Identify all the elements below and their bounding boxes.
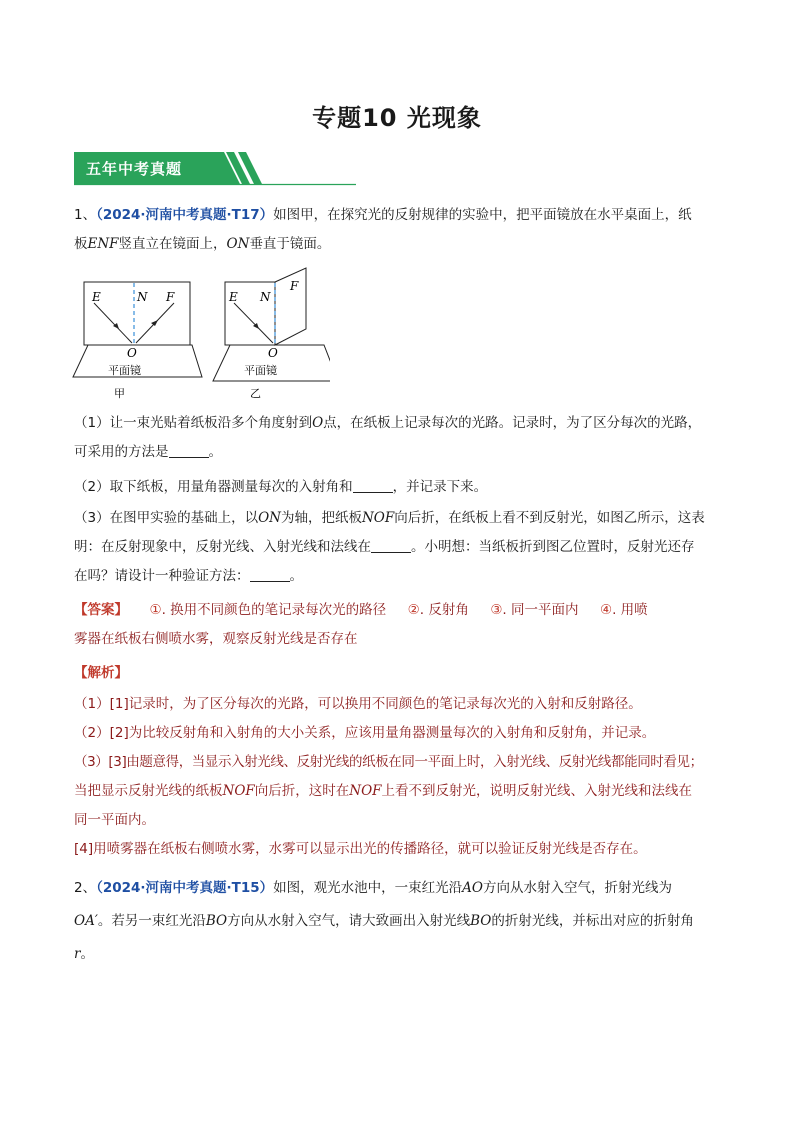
q1-p1-a: （1）让一束光贴着纸板沿多个角度射到 — [74, 415, 313, 431]
q1-stem-b2: 竖直立在镜面上， — [118, 236, 227, 252]
analysis-3b2: 向后折，这时在 — [254, 783, 350, 799]
jia-mirror-label: 平面镜 — [108, 364, 141, 377]
banner-label: 五年中考真题 — [86, 160, 183, 178]
q2-stem-c1: 。若另一束红光沿 — [97, 913, 206, 929]
q2-var-bo-2: BO — [470, 913, 492, 929]
jia-label-o: O — [127, 346, 137, 360]
q1-part-2 — [74, 473, 726, 502]
q1-p3-a: （3）在图甲实验的基础上，以 — [74, 510, 259, 526]
q1-source: （2024·河南中考真题·T17） — [96, 207, 274, 223]
q2-var-bo-1: BO — [205, 913, 228, 929]
answer-2-num: ② — [407, 602, 420, 618]
analysis-3b3: 上看不到反射光，说明反射光线、入射光线和法线在 — [381, 783, 692, 799]
section-banner — [74, 150, 358, 186]
q1-p3-b: 为轴，把纸板 — [280, 510, 362, 526]
q1-p1-b: 点，在纸板上记录每次的光路。记录时，为了区分每次的光路， — [323, 415, 702, 431]
q2-var-r: r — [74, 946, 81, 962]
q1-var-enf: ENF — [87, 236, 119, 252]
q1-blank-1[interactable] — [169, 443, 209, 458]
analysis-3a: （3）[3]由题意得，当显示入射光线、反射光线的纸板在同一平面上时，入射光线、反射光线都能同时看见； — [74, 754, 703, 770]
q1-p2-b: ，并记录下来。 — [392, 479, 488, 495]
q2-stem-c2: 方向从水射入空气，请大致画出入射光线 — [227, 913, 471, 929]
analysis-label: 【解析】 — [74, 665, 128, 681]
yi-label-n: N — [260, 290, 271, 304]
figure-yi — [213, 268, 330, 400]
q1-stem — [74, 201, 726, 259]
jia-incident-ray — [94, 303, 132, 343]
q2-var-ao: AO — [462, 880, 483, 896]
q1-p3-var-on: ON — [258, 510, 281, 526]
yi-label-e: E — [229, 290, 238, 304]
q2-source: （2024·河南中考真题·T15） — [96, 880, 274, 896]
q1-p1-c: 可采用的方法是 — [74, 444, 169, 460]
q1-p3-c: 向后折，在纸板上看不到反射光，如图乙所示，这表 — [394, 510, 705, 526]
figure-jia — [73, 282, 202, 400]
q1-p3-g: 。 — [289, 568, 303, 584]
q2-stem-b: 方向从水射入空气，折射光线为 — [483, 880, 672, 896]
yi-mirror-label: 平面镜 — [244, 364, 277, 377]
q1-stem-b1: 板 — [74, 236, 88, 252]
q2-number: 2、 — [74, 880, 97, 896]
q1-p3-var-nof: NOF — [361, 510, 395, 526]
q1-p3-f: 在吗？请设计一种验证方法： — [74, 568, 250, 584]
jia-label-f: F — [166, 290, 175, 304]
q2-var-oa-prime: OA′ — [74, 913, 98, 929]
page-title: 专题10 光现象 — [312, 104, 482, 132]
analysis-1: （1）[1]记录时，为了区分每次的光路，可以换用不同颜色的笔记录每次光的入射和反射路径。 — [74, 696, 642, 712]
q1-analysis — [74, 690, 734, 864]
yi-caption: 乙 — [250, 387, 261, 400]
analysis-var-nof-2: NOF — [349, 783, 382, 799]
jia-caption: 甲 — [114, 387, 125, 400]
analysis-2: （2）[2]为比较反射角和入射角的大小关系，应该用量角器测量每次的入射角和反射角，并记录。 — [74, 725, 656, 741]
yi-label-o: O — [268, 346, 278, 360]
q1-figure — [70, 265, 330, 405]
q2-stem-c3: 的折射光线，并标出对应的折射角 — [491, 913, 694, 929]
q1-part-1 — [74, 409, 726, 467]
q1-stem-a: 如图甲，在探究光的反射规律的实验中，把平面镜放在水平桌面上，纸 — [273, 207, 692, 223]
q1-blank-3[interactable] — [371, 538, 411, 553]
answer-2-text: . 反射角 — [419, 602, 469, 618]
q2-stem-a: 如图，观光水池中，一束红光沿 — [273, 880, 463, 896]
yi-label-f: F — [290, 279, 299, 293]
q1-blank-4[interactable] — [250, 567, 290, 582]
analysis-3b1: 当把显示反射光线的纸板 — [74, 783, 223, 799]
answer-4-cont: 雾器在纸板右侧喷水雾，观察反射光线是否存在 — [74, 631, 358, 647]
answer-4-text: . 用喷 — [612, 602, 648, 618]
analysis-3c: 同一平面内。 — [74, 812, 155, 828]
answer-4-num: ④ — [599, 602, 613, 618]
q1-p3-d: 明：在反射现象中，反射光线、入射光线和法线在 — [74, 539, 371, 555]
q1-number: 1、 — [74, 207, 97, 223]
q1-var-on: ON — [226, 236, 250, 252]
q2-stem-d: 。 — [80, 946, 94, 962]
answer-label: 【答案】 — [74, 602, 128, 618]
jia-label-n: N — [137, 290, 148, 304]
jia-label-e: E — [92, 290, 101, 304]
answer-3-num: ③ — [490, 602, 503, 618]
q1-p1-d: 。 — [208, 444, 222, 460]
q1-blank-2[interactable] — [353, 478, 393, 493]
jia-reflected-arrow — [151, 320, 158, 326]
q1-stem-b3: 垂直于镜面。 — [249, 236, 331, 252]
answer-3-text: . 同一平面内 — [502, 602, 579, 618]
q1-part-3 — [74, 504, 726, 591]
analysis-4: [4]用喷雾器在纸板右侧喷水雾，水雾可以显示出光的传播路径，就可以验证反射光线是否存在。 — [74, 841, 647, 857]
q2-stem — [74, 872, 726, 971]
answer-1-num: ① — [149, 602, 162, 618]
yi-incident-ray — [234, 303, 273, 343]
q1-p1-var-o: O — [312, 415, 324, 431]
q1-analysis-label-row — [74, 659, 726, 688]
answer-1-text: . 换用不同颜色的笔记录每次光的路径 — [161, 602, 387, 618]
analysis-var-nof-1: NOF — [222, 783, 255, 799]
q1-answer — [74, 596, 726, 654]
q1-p3-e: 。小明想：当纸板折到图乙位置时，反射光还存 — [411, 539, 695, 555]
q1-p2-a: （2）取下纸板，用量角器测量每次的入射角和 — [74, 479, 353, 495]
